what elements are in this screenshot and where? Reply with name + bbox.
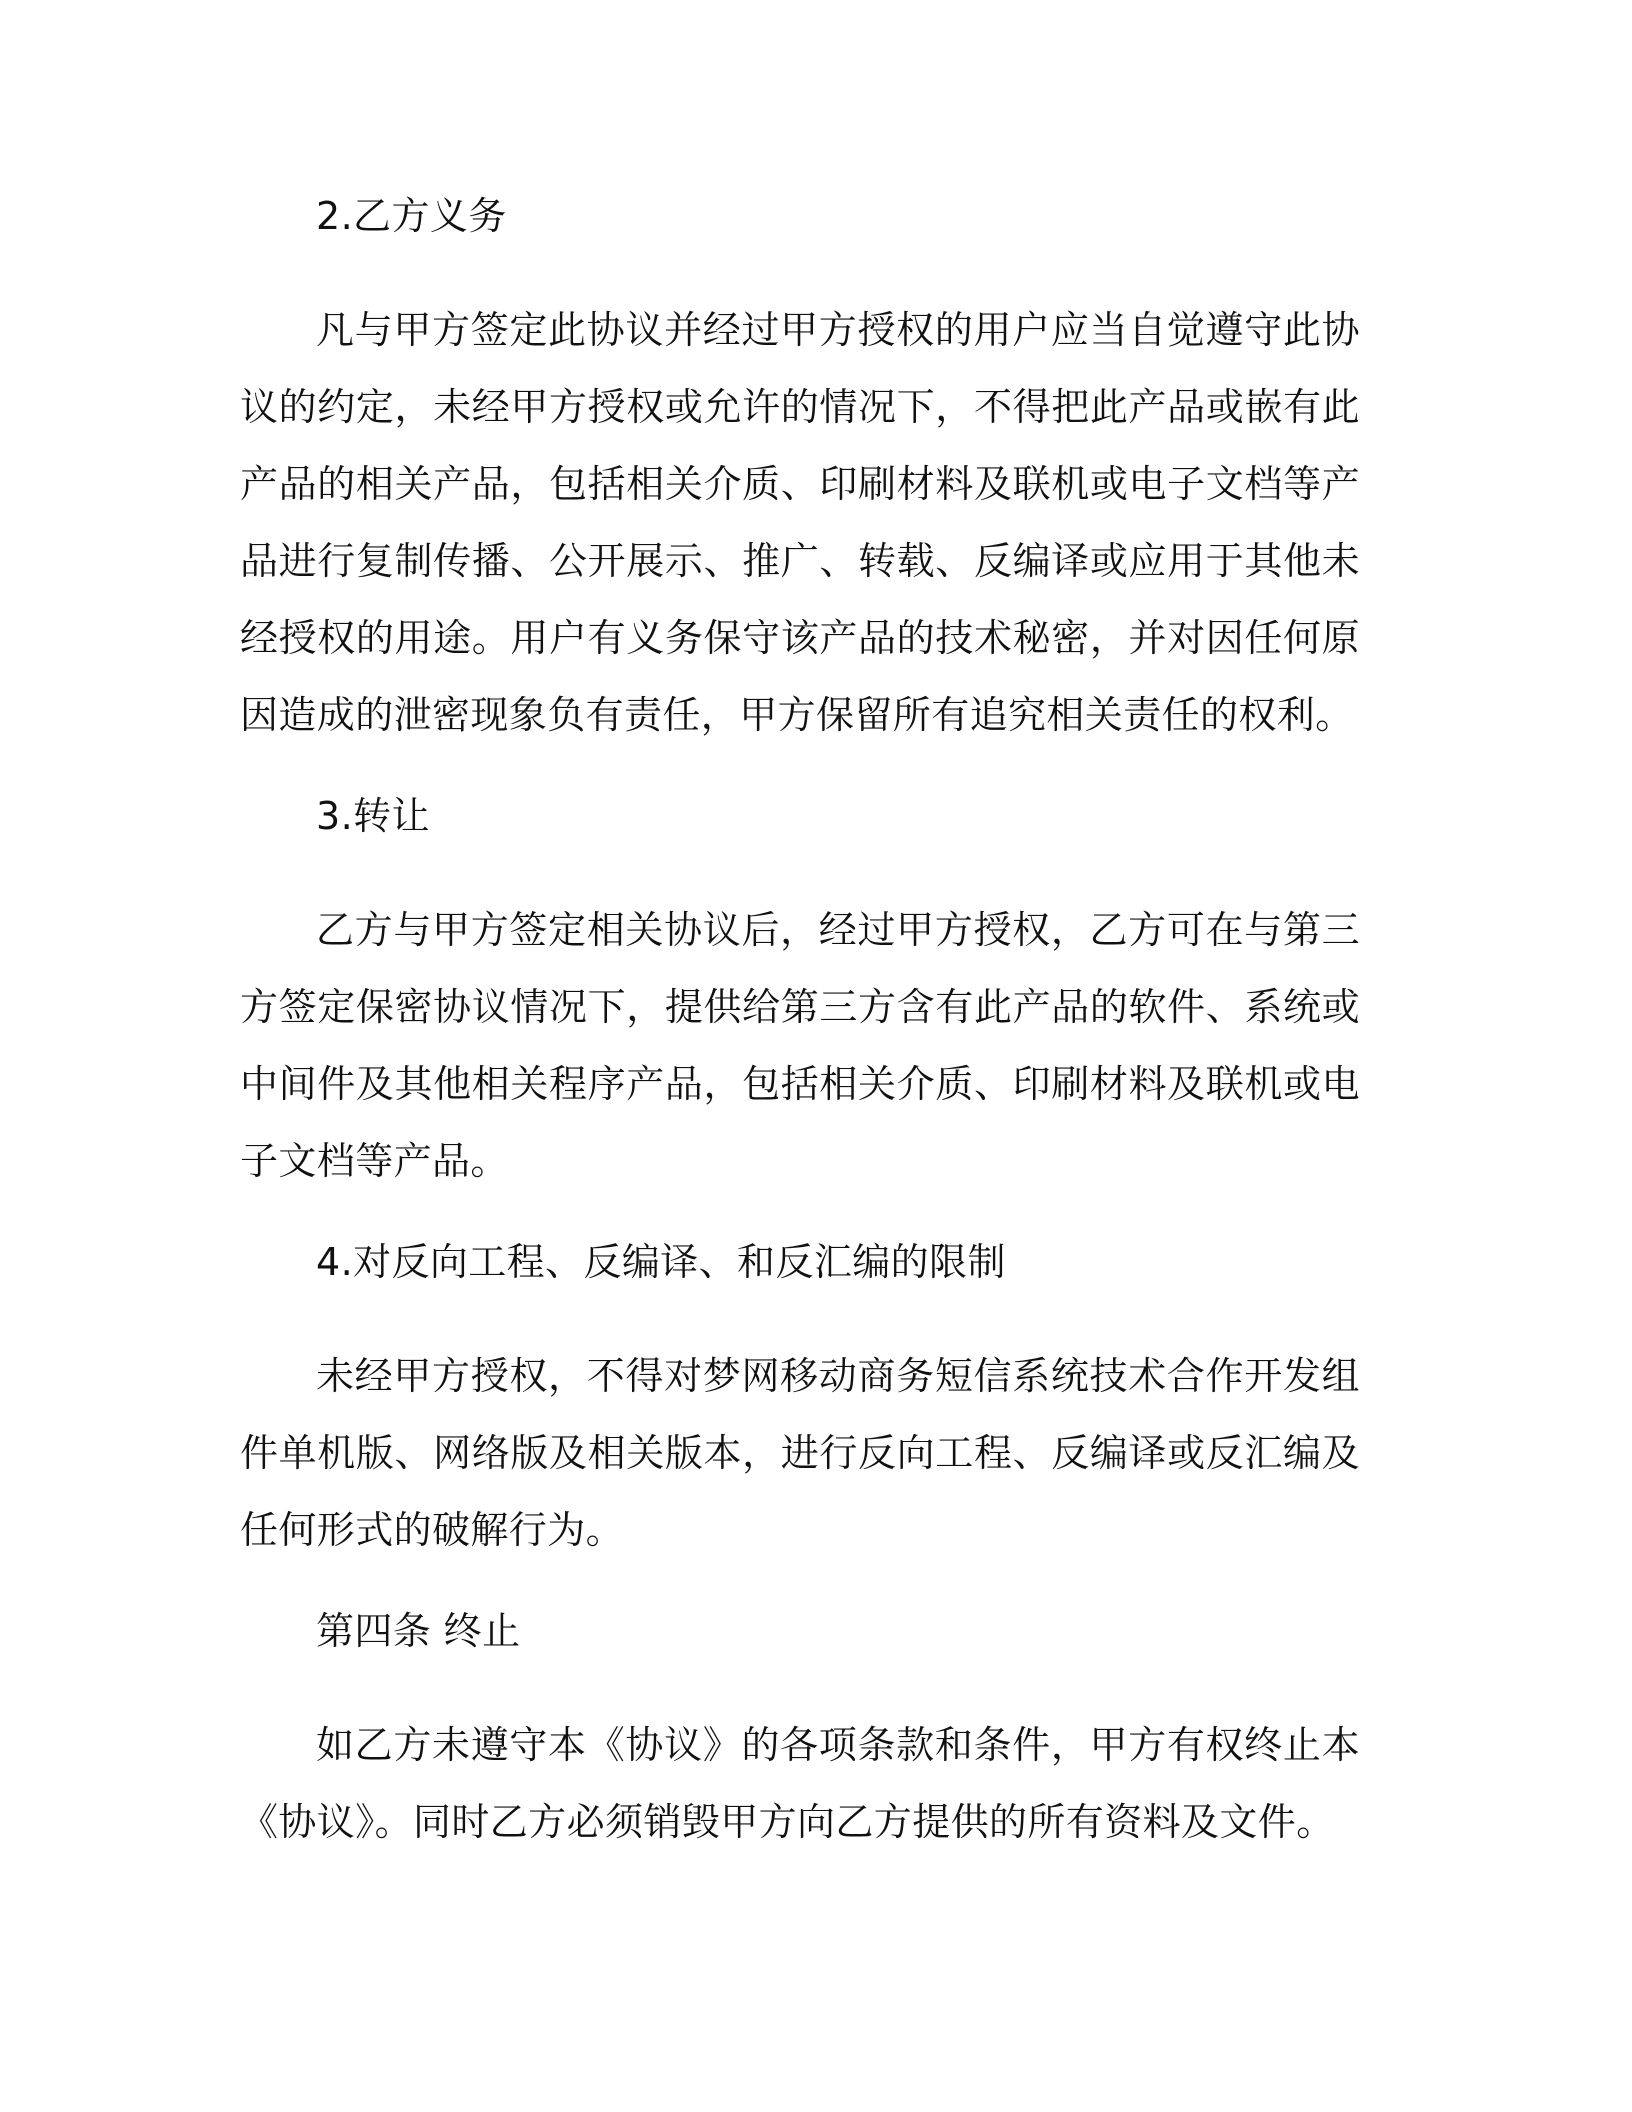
section-heading-reverse-engineering: 4.对反向工程、反编译、和反汇编的限制 [316, 1240, 1006, 1284]
section-heading-obligations: 2.乙方义务 [316, 194, 507, 238]
section-paragraph-transfer: 乙方与甲方签定相关协议后，经过甲方授权，乙方可在与第三方签定保密协议情况下，提供给第三方含有此产品的软件、系统或中间件及其他相关程序产品，包括相关介质、印刷材料及联机或电子文档等产品。 [240, 908, 1360, 1183]
section-paragraph-reverse-engineering: 未经甲方授权，不得对梦网移动商务短信系统技术合作开发组件单机版、网络版及相关版本，进行反向工程、反编译或反汇编及任何形式的破解行为。 [240, 1354, 1360, 1552]
section-heading-transfer: 3.转让 [316, 794, 430, 838]
section-paragraph-obligations: 凡与甲方签定此协议并经过甲方授权的用户应当自觉遵守此协议的约定，未经甲方授权或允许的情况下，不得把此产品或嵌有此产品的相关产品，包括相关介质、印刷材料及联机或电子文档等产品进行复制传播、公开展示、推广、转载、反编译或应用于其他未经授权的用途。用户有义务保守该产品的技术秘密，并对因任何原因造成的泄密现象负有责任，甲方保留所有追究相关责任的权利。 [240, 308, 1360, 737]
document-body [240, 190, 1360, 1861]
section-paragraph-termination: 如乙方未遵守本《协议》的各项条款和条件，甲方有权终止本《协议》。同时乙方必须销毁甲方向乙方提供的所有资料及文件。 [240, 1723, 1360, 1844]
section-heading-termination: 第四条 终止 [316, 1609, 521, 1653]
